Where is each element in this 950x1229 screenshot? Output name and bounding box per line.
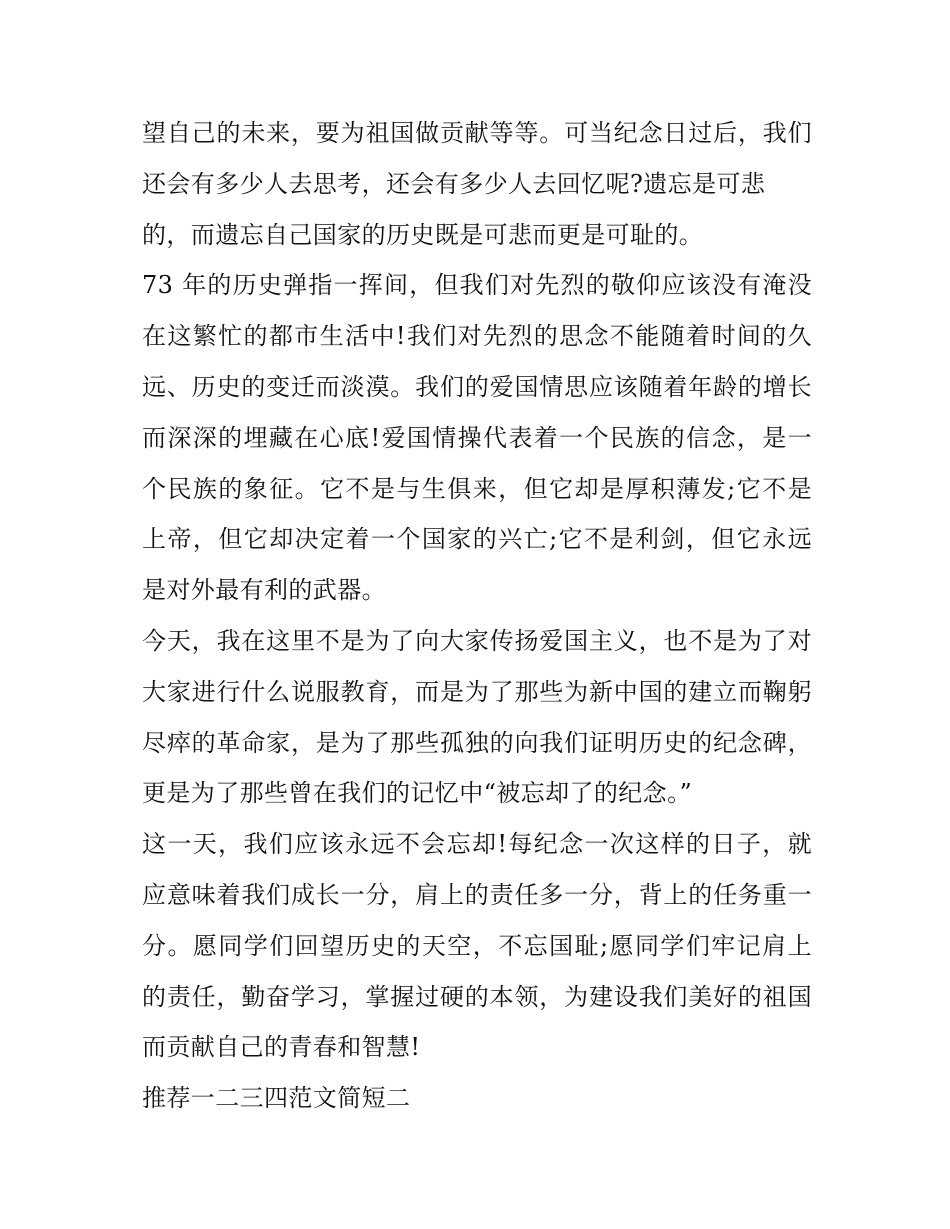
- text-line: 的，而遗忘自己国家的历史既是可悲而更是可耻的。: [142, 220, 704, 249]
- text-line: 更是为了那些曾在我们的记忆中“被忘却了的纪念。”: [142, 779, 693, 808]
- document-page: [142, 108, 812, 1124]
- text-line: 还会有多少人去思考，还会有多少人去回忆呢?遗忘是可悲: [142, 169, 766, 198]
- text-line: 在这繁忙的都市生活中!我们对先烈的思念不能随着时间的久: [142, 322, 812, 351]
- text-line: 今天，我在这里不是为了向大家传扬爱国主义，也不是为了对: [142, 626, 812, 655]
- text-line: 上帝，但它却决定着一个国家的兴亡;它不是利剑，但它永远: [142, 525, 812, 554]
- text-line: 是对外最有利的武器。: [142, 576, 386, 605]
- text-line: 73 年的历史弹指一挥间，但我们对先烈的敬仰应该没有淹没: [142, 271, 812, 300]
- text-line: 尽瘁的革命家，是为了那些孤独的向我们证明历史的纪念碑，: [142, 728, 812, 757]
- text-line: 而贡献自己的青春和智慧!: [142, 1033, 421, 1062]
- text-line: 推荐一二三四范文简短二: [142, 1084, 411, 1113]
- text-line: 这一天，我们应该永远不会忘却!每纪念一次这样的日子，就: [142, 830, 812, 859]
- paragraph: [142, 260, 812, 616]
- text-line: 大家进行什么说服教育，而是为了那些为新中国的建立而鞠躬: [142, 677, 812, 706]
- text-line: 望自己的未来，要为祖国做贡献等等。可当纪念日过后，我们: [142, 119, 812, 147]
- text-line: 应意味着我们成长一分，肩上的责任多一分，背上的任务重一: [142, 880, 812, 909]
- text-line: 个民族的象征。它不是与生俱来，但它却是厚积薄发;它不是: [142, 474, 812, 503]
- paragraph: [142, 616, 812, 819]
- text-line: 分。愿同学们回望历史的天空，不忘国耻;愿同学们牢记肩上: [142, 931, 812, 960]
- text-line: 而深深的埋藏在心底!爱国情操代表着一个民族的信念，是一: [142, 423, 812, 452]
- section-heading: [142, 1073, 812, 1124]
- paragraph: [142, 108, 812, 260]
- text-line: 的责任，勤奋学习，掌握过硬的本领，为建设我们美好的祖国: [142, 982, 812, 1011]
- paragraph: [142, 819, 812, 1073]
- text-line: 远、历史的变迁而淡漠。我们的爱国情思应该随着年龄的增长: [142, 372, 812, 401]
